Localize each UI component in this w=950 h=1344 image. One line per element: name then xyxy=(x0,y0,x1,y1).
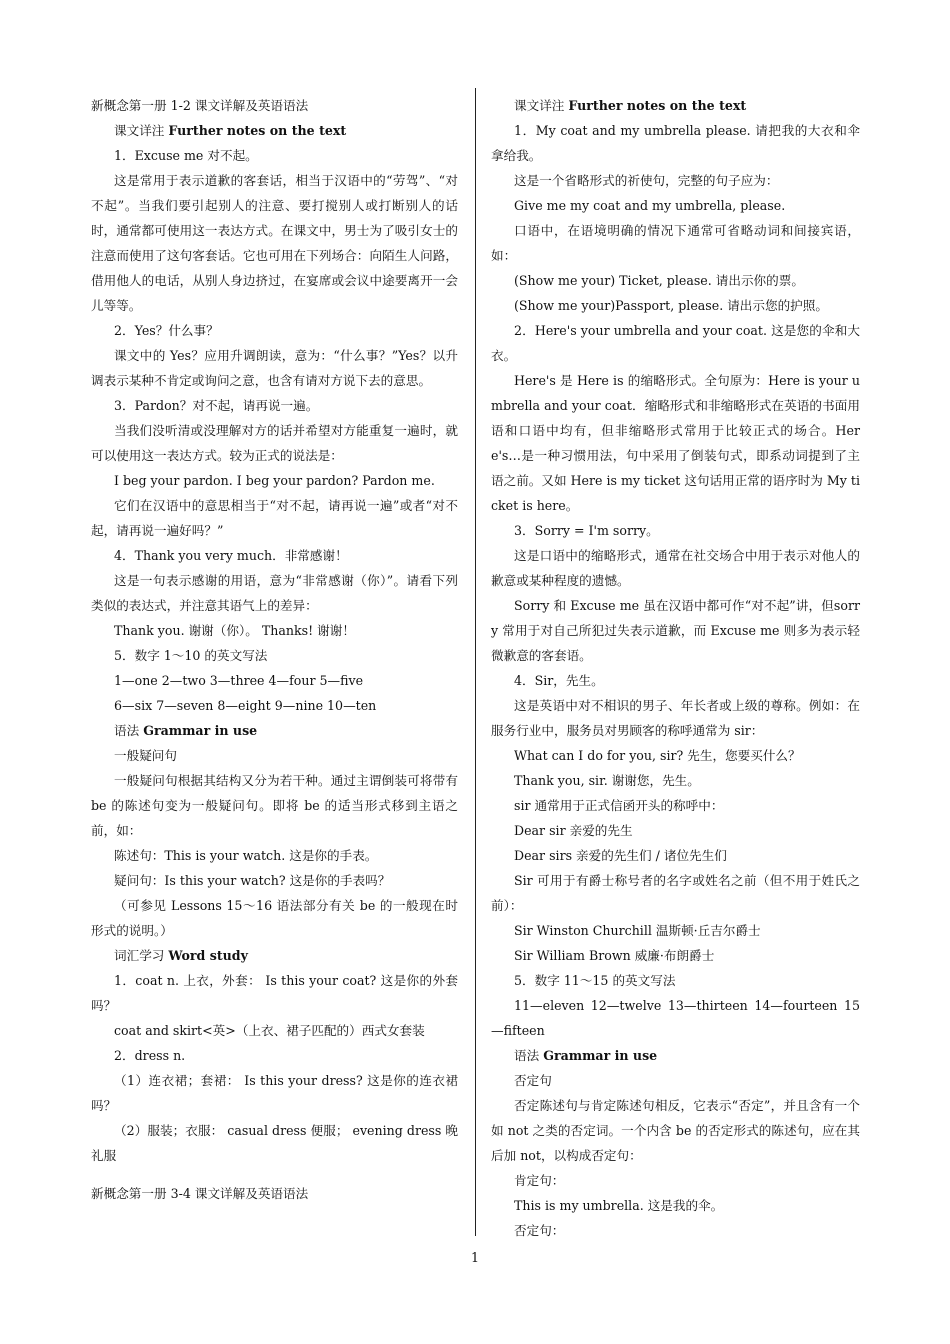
paragraph: （可参见 Lessons 15～16 语法部分有关 be 的一般现在时形式的说明。） xyxy=(91,898,458,938)
paragraph: 一般疑问句根据其结构又分为若干种。通过主谓倒装可将带有 be 的陈述句变为一般疑问句。即将 be 的适当形式移到主语之前，如： xyxy=(91,773,458,838)
paragraph: Dear sirs 亲爱的先生们 / 诸位先生们 xyxy=(514,848,727,863)
paragraph: This is my umbrella. 这是我的伞。 xyxy=(514,1198,724,1213)
paragraph: 语法 Grammar in use xyxy=(114,723,258,738)
paragraph: 这是英语中对不相识的男子、年长者或上级的尊称。例如：在服务行业中，服务员对男顾客的称呼通常为 sir： xyxy=(491,698,860,738)
paragraph: （1）连衣裙；套裙： Is this your dress? 这是你的连衣裙吗？ xyxy=(91,1073,458,1113)
right-column xyxy=(491,93,860,1243)
column-divider xyxy=(475,88,476,1236)
paragraph: 口语中，在语境明确的情况下通常可省略动词和间接宾语，如： xyxy=(491,223,860,263)
paragraph: 课文中的 Yes？应用升调朗读，意为：“什么事？”Yes？以升调表示某种不肯定或询问之意，也含有请对方说下去的意思。 xyxy=(91,348,458,388)
section-heading-en: Grammar in use xyxy=(543,1048,658,1063)
paragraph: sir 通常用于正式信函开头的称呼中： xyxy=(514,798,724,813)
page-number: 1 xyxy=(470,1250,479,1265)
paragraph: 新概念第一册 3-4 课文详解及英语语法 xyxy=(91,1186,309,1201)
paragraph: 4．Sir，先生。 xyxy=(514,673,604,688)
paragraph: 否定句 xyxy=(514,1073,552,1088)
spacer xyxy=(91,1168,458,1181)
paragraph: 5．数字 1～10 的英文写法 xyxy=(114,648,268,663)
paragraph: （2）服装；衣服： casual dress 便服； evening dress 晚礼服 xyxy=(91,1123,458,1163)
paragraph: 一般疑问句 xyxy=(114,748,177,763)
paragraph: What can I do for you, sir? 先生，您要买什么？ xyxy=(514,748,801,763)
section-heading-en: Further notes on the text xyxy=(568,98,747,113)
paragraph: 肯定句： xyxy=(514,1173,565,1188)
paragraph: Here's 是 Here is 的缩略形式。全句原为：Here is your umbrella and your coat．缩略形式和非缩略形式在英语的书面用语和口语中均有，但非缩略形式常用于比较正式的场合。Here's…是一种习惯用法，句中采用了倒装句式，即系动词提到了主语之前。又如 Here is my ticket 这句话用正常的语序时为 My ticket is here。 xyxy=(491,373,860,513)
paragraph: 4．Thank you very much．非常感谢！ xyxy=(114,548,348,563)
paragraph: 1．My coat and my umbrella please. 请把我的大衣和伞拿给我。 xyxy=(491,123,860,163)
paragraph: 词汇学习 Word study xyxy=(114,948,248,963)
paragraph: Thank you, sir. 谢谢您，先生。 xyxy=(514,773,700,788)
paragraph: 1—one 2—two 3—three 4—four 5—five xyxy=(114,673,364,688)
paragraph: Dear sir 亲爱的先生 xyxy=(514,823,633,838)
paragraph: (Show me your) Ticket, please. 请出示你的票。 xyxy=(514,273,804,288)
paragraph: 3．Sorry = I'm sorry。 xyxy=(514,523,659,538)
paragraph: 2．dress n. xyxy=(114,1048,186,1063)
paragraph: 2．Yes？什么事？ xyxy=(114,323,219,338)
paragraph: 课文详注 Further notes on the text xyxy=(114,123,347,138)
paragraph: 5．数字 11～15 的英文写法 xyxy=(514,973,676,988)
paragraph: 疑问句：Is this your watch? 这是你的手表吗？ xyxy=(114,873,391,888)
section-heading-en: Further notes on the text xyxy=(168,123,347,138)
paragraph: Sir William Brown 威廉·布朗爵士 xyxy=(514,948,715,963)
paragraph: coat and skirt<英>（上衣、裙子匹配的）西式女套装 xyxy=(114,1023,425,1038)
paragraph: I beg your pardon. I beg your pardon? Pardon me. xyxy=(114,473,435,488)
paragraph: 1．Excuse me 对不起。 xyxy=(114,148,258,163)
paragraph: Give me my coat and my umbrella, please. xyxy=(514,198,786,213)
paragraph: Sir Winston Churchill 温斯顿·丘吉尔爵士 xyxy=(514,923,761,938)
left-column xyxy=(91,93,458,1206)
section-heading-en: Word study xyxy=(168,948,248,963)
paragraph: 新概念第一册 1-2 课文详解及英语语法 xyxy=(91,98,309,113)
paragraph: 3．Pardon？对不起，请再说一遍。 xyxy=(114,398,319,413)
paragraph: 1．coat n. 上衣，外套： Is this your coat? 这是你的外套吗？ xyxy=(91,973,458,1013)
paragraph: 它们在汉语中的意思相当于“对不起，请再说一遍”或者“对不起，请再说一遍好吗？” xyxy=(91,498,458,538)
paragraph: 6—six 7—seven 8—eight 9—nine 10—ten xyxy=(114,698,377,713)
paragraph: 否定句： xyxy=(514,1223,565,1238)
paragraph: 11—eleven 12—twelve 13—thirteen 14—fourteen 15—fifteen xyxy=(491,998,860,1038)
paragraph: 这是口语中的缩略形式，通常在社交场合中用于表示对他人的歉意或某种程度的遗憾。 xyxy=(491,548,860,588)
paragraph: 当我们没听清或没理解对方的话并希望对方能重复一遍时，就可以使用这一表达方式。较为正式的说法是： xyxy=(91,423,458,463)
paragraph: 这是一句表示感谢的用语，意为“非常感谢（你）”。请看下列类似的表达式，并注意其语气上的差异： xyxy=(91,573,458,613)
paragraph: 这是常用于表示道歉的客套话，相当于汉语中的“劳驾”、“对不起”。当我们要引起别人的注意、要打搅别人或打断别人的话时，通常都可使用这一表达方式。在课文中，男士为了吸引女士的注意而使用了这句客套话。它也可用在下列场合：向陌生人问路，借用他人的电话，从别人身边挤过，在宴席或会议中途要离开一会儿等等。 xyxy=(91,173,458,313)
paragraph: (Show me your)Passport, please. 请出示您的护照。 xyxy=(514,298,828,313)
paragraph: Thank you. 谢谢（你）。 Thanks! 谢谢！ xyxy=(114,623,355,638)
paragraph: 课文详注 Further notes on the text xyxy=(514,98,747,113)
section-heading-en: Grammar in use xyxy=(143,723,258,738)
paragraph: 陈述句：This is your watch. 这是你的手表。 xyxy=(114,848,378,863)
paragraph: 这是一个省略形式的祈使句，完整的句子应为： xyxy=(514,173,779,188)
paragraph: 2．Here's your umbrella and your coat. 这是您的伞和大衣。 xyxy=(491,323,860,363)
paragraph: Sorry 和 Excuse me 虽在汉语中都可作“对不起”讲，但sorry 常用于对自己所犯过失表示道歉，而 Excuse me 则多为表示轻微歉意的客套语。 xyxy=(491,598,860,663)
paragraph: 否定陈述句与肯定陈述句相反，它表示“否定”，并且含有一个如 not 之类的否定词。一个内含 be 的否定形式的陈述句，应在其后加 not，以构成否定句： xyxy=(491,1098,860,1163)
paragraph: 语法 Grammar in use xyxy=(514,1048,658,1063)
paragraph: Sir 可用于有爵士称号者的名字或姓名之前（但不用于姓氏之前）： xyxy=(491,873,860,913)
